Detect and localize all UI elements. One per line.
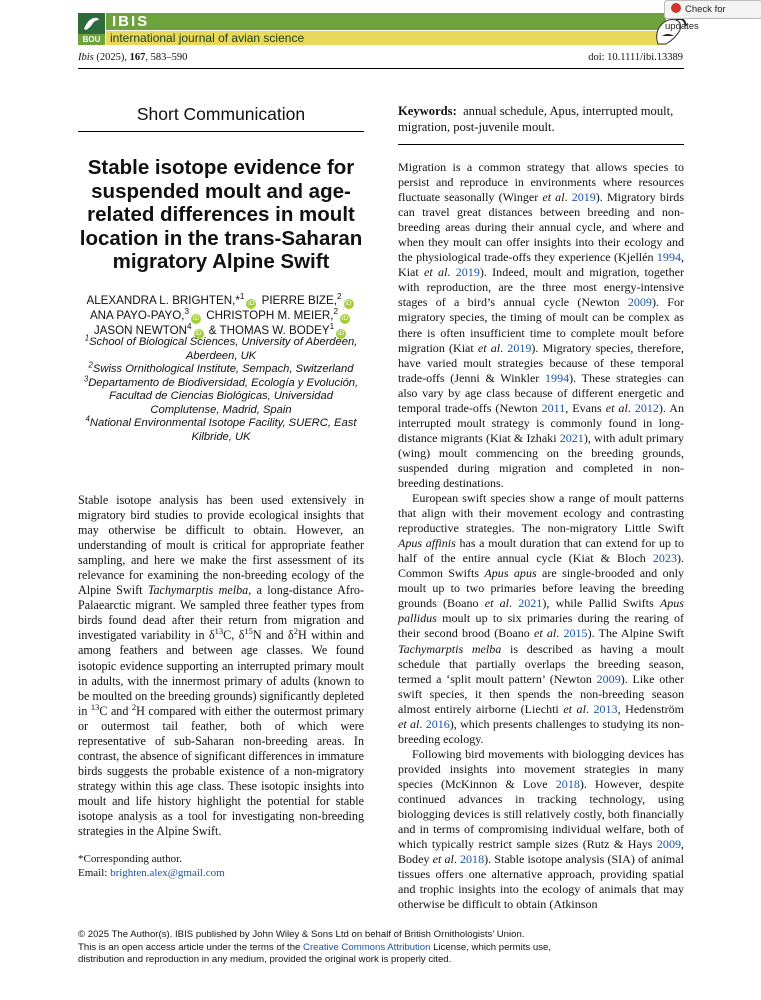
update-badge-icon [671, 3, 681, 13]
affiliations [78, 333, 364, 444]
section-label: Short Communication [136, 104, 306, 124]
license-line: This is an open access article under the terms of the Creative Commons Attribution License, which permits use, [78, 941, 551, 953]
citation: Ibis (2025), 167, 583–590 [78, 52, 188, 63]
paragraph: Following bird movements with biologging devices has provided insights into movement strategies in many species (McKinnon & Love 2018). However, despite continued advances in tracking technology, using biologging devices is still relatively costly, both financially and in terms of compromising individual welfare, both of which typically restrict sample sizes (Rutz & Hays 2009, Bodey et al. 2018). Stable isotope analysis (SIA) of animal tissues offers one alternative approach, providing spatial and trophic insights into the ecology of animals that may otherwise be difficult to obtain (Atkinson [398, 746, 685, 912]
doi[interactable]: doi: 10.1111/ibi.13389 [588, 52, 683, 63]
abstract: Stable isotope analysis has been used extensively in migratory bird studies to provide ecological insights that may otherwise be difficult to obtain. However, an understanding of moult is critical for appropriate feather sampling, and here we make the first assessment of its relevance for examining the non-breeding ecology of the Alpine Swift Tachymarptis melba, a long-distance Afro-Palaearctic migrant. We sampled three feather types from birds found dead after their return from migration and investigated variability in $\delta^{13}C$, $\delta^{15}N$ and $\delta^2H$ within and among feathers and between age classes. We found isotopic evidence supporting an interrupted primary moult in adults, with the innermost primary of adults (known to be moulted on the breeding grounds) significantly depleted in $^{13}$C and $^2$H compared with either the outermost primary or outermost tail feather, both of which were representative of sub-Saharan non-breeding areas. In contrast, the absence of significant differences in immature birds suggests the probable existence of a non-migratory strategy within this age class. These isotopic insights into moult and life history highlight the potential for stable isotope analysis as a tool for investigating non-breeding strategies in the Alpine Swift. [78, 493, 365, 839]
cc-license-link[interactable]: Creative Commons Attribution [303, 941, 431, 953]
paragraph: Migration is a common strategy that allows species to persist and reproduce in environments where resources fluctuate seasonally (Winger et al. 2019). Migratory birds can travel great distances between breeding and non-breeding areas during their annual cycle, and where and when they moult can offer insights into their ecology and the physiological trade-offs they experience (Kjellén 1994, Kiat et al. 2019). Indeed, moult and migration, together with reproduction, are the three most energy-intensive stages of a bird’s annual cycle (Newton 2009). For migratory species, the timing of moult can be complex as there is often insufficient time to complete moult before migration (Kiat et al. 2019). Migratory species, therefore, have varied moult strategies because of these temporal trade-offs (Jenni & Winkler 1994). These strategies can also vary by age class because of different energetic and temporal trade-offs (Newton 2011, Evans et al. 2012). An interrupted moult strategy is commonly found in long-distance migrants (Kiat & Izhaki 2021), with adult primary (wing) moult commencing on the breeding grounds, suspended during migration and completed in non-breeding destinations. [398, 160, 685, 490]
journal-subtitle: international journal of avian science [110, 31, 305, 45]
affiliation: $^2$Swiss Ornithological Institute, Sempach, Switzerland [88, 360, 354, 375]
introduction-text [398, 160, 684, 912]
email-link[interactable]: brighten.alex@gmail.com [110, 867, 225, 879]
orcid-icon[interactable]: iD [248, 300, 255, 307]
orcid-icon[interactable]: iD [192, 315, 200, 322]
section-rule [78, 131, 364, 132]
corresponding-label: *Corresponding author. [78, 853, 182, 865]
affiliation: $^1$School of Biological Sciences, University of Aberdeen, Aberdeen, UK [84, 333, 358, 362]
orcid-icon[interactable]: iD [338, 330, 345, 337]
copyright-line: © 2025 The Author(s). IBIS published by John Wiley & Sons Ltd on behalf of British Ornithologists’ Union. [78, 929, 525, 940]
journal-name: IBIS [112, 13, 150, 30]
orcid-icon[interactable]: iD [195, 330, 202, 337]
check-for-updates-button[interactable] [664, 0, 761, 32]
email-label: Email: [78, 867, 108, 879]
bou-logo-text: BOU [78, 34, 105, 45]
author-name: & THOMAS W. BODEY [208, 324, 330, 337]
corresponding-author [78, 852, 364, 880]
orcid-icon[interactable]: iD [345, 300, 352, 307]
keywords [398, 103, 684, 135]
license-line: distribution and reproduction in any medium, provided the original work is properly cited. [78, 954, 452, 965]
check-for-updates-label: Check for updates [665, 4, 726, 32]
journal-banner [106, 13, 666, 30]
bird-logo-icon [82, 15, 101, 32]
author-name: PIERRE BIZE, [261, 294, 337, 307]
author-name: ANA PAYO-PAYO, [89, 309, 185, 322]
affiliation: $^3$Departamento de Biodiversidad, Ecología y Evolución, Facultad de Ciencias Biológicas, Universidad Complutense, Madrid, Spain [83, 373, 359, 416]
keywords-label: Keywords: [398, 104, 457, 118]
keywords-rule [398, 144, 684, 145]
paragraph: European swift species show a range of moult patterns that align with their movement ecology and contrasting reproductive strategies. The non-migratory Little Swift Apus affinis has a moult duration that can extend for up to half of the entire annual cycle (Kiat & Bloch 2023). Common Swifts Apus apus are single-brooded and only moult up to two primaries before leaving the breeding grounds (Boano et al. 2021), while Pallid Swifts Apus pallidus moult up to six primaries during the rearing of their second brood (Boano et al. 2015). The Alpine Swift Tachymarptis melba is described as having a moult schedule that partially overlaps the breeding season, termed a ‘split moult pattern’ (Newton 2009). Like other swift species, it then spends the non-breeding season almost entirely airborne (Liechti et al. 2013, Hedenström et al. 2016), which presents challenges to studying its non-breeding ecology. [398, 491, 685, 746]
header-rule [78, 68, 684, 69]
license-footer [78, 929, 698, 967]
orcid-icon[interactable]: iD [341, 315, 349, 322]
bou-logo [78, 13, 105, 45]
affiliation: $^4$National Environmental Isotope Facility, SUERC, East Kilbride, UK [85, 414, 357, 443]
author-name: ALEXANDRA L. BRIGHTEN,* [86, 294, 240, 307]
keywords-list: annual schedule, Apus, interrupted moult, migration, post-juvenile moult. [398, 104, 674, 134]
article-title: Stable isotope evidence for suspended moult and age-related differences in moult location in the trans-Saharan migratory Alpine Swift [79, 156, 363, 273]
author-name: JASON NEWTON [93, 324, 187, 337]
author-name: CHRISTOPH M. MEIER, [206, 309, 334, 322]
author-list: ALEXANDRA L. BRIGHTEN,*$^1$iD PIERRE BIZE,$^2$iD ANA PAYO-PAYO,$^3$iD CHRISTOPH M. MEIER,$^2$iD JASON NEWTON$^4$iD & THOMAS W. BODEY$^1$iD [86, 292, 352, 337]
